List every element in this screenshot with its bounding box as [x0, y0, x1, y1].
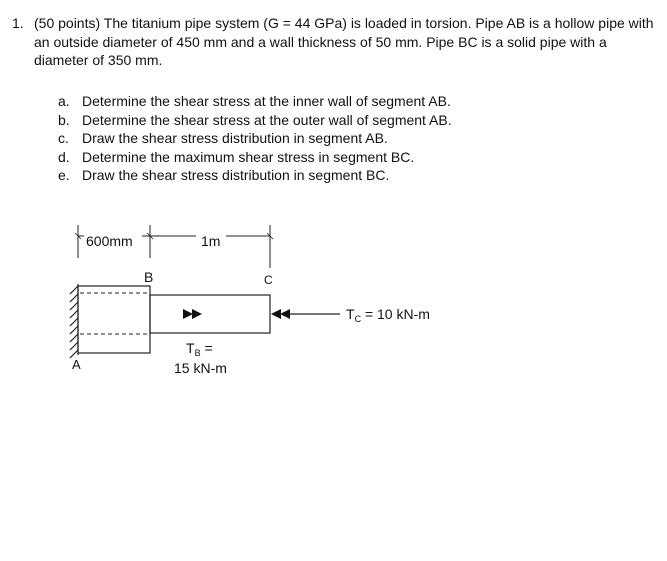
part-text: Determine the shear stress at the outer wall of segment AB.: [82, 111, 452, 128]
part-letter: d.: [58, 148, 70, 165]
point-b-label: B: [144, 269, 154, 285]
torque-c-symbol: T: [346, 306, 355, 322]
problem-statement: (50 points) The titanium pipe system (G = 44 GPa) is loaded in torsion. Pipe AB is a hollow pipe with an outside diameter of 450 mm and a wall thickness of 50 mm. Pipe BC is a solid pipe with a diameter of 350 mm.: [34, 15, 654, 68]
torque-b-equals: =: [200, 340, 213, 356]
torque-b-subscript: B: [194, 348, 201, 358]
dimension-bc-label: 1m: [201, 233, 221, 249]
part-letter: e.: [58, 167, 70, 183]
part-letter: b.: [58, 111, 70, 128]
torque-c-value: = 10 kN-m: [361, 306, 430, 322]
part-text: Draw the shear stress distribution in segment BC.: [82, 167, 390, 183]
torque-b-arrow-icon: [183, 309, 202, 319]
dimension-ab-label: 600mm: [86, 233, 133, 249]
point-a-label: A: [72, 357, 81, 372]
part-text: Determine the maximum shear stress in segment BC.: [82, 148, 415, 165]
part-text: Draw the shear stress distribution in segment AB.: [82, 130, 388, 146]
torque-c-subscript: C: [354, 314, 362, 324]
torque-b-label: [186, 340, 213, 358]
pipe-bc-solid: [150, 295, 270, 333]
torque-c-arrow-icon: [271, 309, 340, 319]
part-text: Determine the shear stress at the inner wall of segment AB.: [82, 93, 451, 109]
pipe-ab-hollow: [78, 286, 150, 353]
torque-b-symbol: T: [186, 340, 195, 356]
part-letter: a.: [58, 93, 70, 109]
problem-number: 1.: [12, 15, 24, 31]
torque-c-label: [346, 306, 430, 324]
part-letter: c.: [58, 130, 69, 146]
fixed-wall-support: [70, 284, 78, 358]
torque-b-value: 15 kN-m: [174, 360, 227, 376]
point-c-label: C: [264, 273, 273, 287]
